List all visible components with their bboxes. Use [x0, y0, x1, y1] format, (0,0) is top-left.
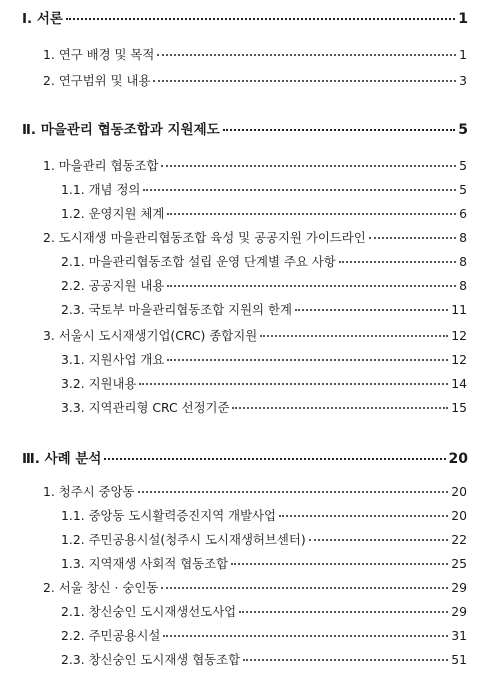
- toc-entry-title: 2.1. 창신숭인 도시재생선도사업: [61, 604, 237, 619]
- toc-subsection-entry[interactable]: [61, 534, 467, 546]
- toc-page-number: 5: [458, 122, 468, 138]
- dot-leader: [143, 189, 456, 191]
- dot-leader: [157, 54, 456, 56]
- toc-entry-title: 2.1. 마을관리협동조합 설립 운영 단계별 주요 사항: [61, 254, 336, 269]
- toc-entry-title: Ⅰ. 서론: [22, 11, 63, 27]
- toc-page-number: 1: [458, 11, 468, 27]
- toc-subsection-entry[interactable]: [61, 378, 467, 390]
- dot-leader: [163, 635, 448, 637]
- toc-section-entry[interactable]: [43, 582, 467, 594]
- toc-page-number: 12: [451, 352, 467, 367]
- toc-page-number: 15: [451, 400, 467, 415]
- dot-leader: [339, 261, 456, 263]
- dot-leader: [167, 359, 448, 361]
- toc-entry-title: 1.2. 운영지원 체계: [61, 206, 165, 221]
- toc-page-number: 22: [451, 532, 467, 547]
- toc-page-number: 20: [451, 508, 467, 523]
- toc-page-number: 12: [451, 328, 467, 343]
- toc-entry-title: 3.1. 지원사업 개요: [61, 352, 165, 367]
- dot-leader: [279, 515, 448, 517]
- toc-section-entry[interactable]: [43, 486, 467, 498]
- toc-entry-title: 1.2. 주민공용시설(청주시 도시재생허브센터): [61, 532, 306, 547]
- dot-leader: [231, 563, 448, 565]
- toc-entry-title: Ⅲ. 사례 분석: [22, 451, 102, 467]
- toc-entry-title: 2.3. 국토부 마을관리협동조합 지원의 한계: [61, 302, 292, 317]
- toc-subsection-entry[interactable]: [61, 304, 467, 316]
- toc-entry-title: 1.1. 중앙동 도시활력증진지역 개발사업: [61, 508, 276, 523]
- toc-page-number: 20: [451, 484, 467, 499]
- toc-entry-title: 3.3. 지역관리형 CRC 선정기준: [61, 400, 230, 415]
- dot-leader: [138, 491, 449, 493]
- toc-subsection-entry[interactable]: [61, 208, 467, 220]
- toc-entry-title: 1. 마을관리 협동조합: [43, 158, 159, 173]
- dot-leader: [239, 611, 448, 613]
- toc-entry-title: 1.3. 지역재생 사회적 협동조합: [61, 556, 229, 571]
- toc-entry-title: 2. 서울 창신 · 숭인동: [43, 580, 159, 595]
- toc-page-number: 8: [459, 254, 467, 269]
- toc-subsection-entry[interactable]: [61, 402, 467, 414]
- dot-leader: [161, 165, 456, 167]
- dot-leader: [295, 309, 448, 311]
- toc-page-number: 51: [451, 652, 467, 667]
- toc-page-number: 5: [459, 182, 467, 197]
- toc-chapter-heading[interactable]: [22, 12, 468, 27]
- toc-section-entry[interactable]: [43, 75, 467, 87]
- toc-entry-title: Ⅱ. 마을관리 협동조합과 지원제도: [22, 122, 220, 138]
- toc-subsection-entry[interactable]: [61, 558, 467, 570]
- dot-leader: [104, 458, 445, 460]
- toc-entry-title: 2.2. 공공지원 내용: [61, 278, 165, 293]
- dot-leader: [260, 335, 448, 337]
- toc-page-number: 8: [459, 278, 467, 293]
- dot-leader: [167, 213, 456, 215]
- dot-leader: [243, 659, 448, 661]
- toc-subsection-entry[interactable]: [61, 606, 467, 618]
- toc-page-number: 3: [459, 73, 467, 88]
- dot-leader: [223, 129, 456, 131]
- dot-leader: [309, 539, 449, 541]
- dot-leader: [369, 237, 456, 239]
- toc-section-entry[interactable]: [43, 330, 467, 342]
- toc-entry-title: 2.3. 창신숭인 도시재생 협동조합: [61, 652, 241, 667]
- dot-leader: [66, 18, 455, 20]
- toc-chapter-heading[interactable]: [22, 452, 468, 467]
- toc-page-number: 31: [451, 628, 467, 643]
- toc-page-number: 25: [451, 556, 467, 571]
- toc-subsection-entry[interactable]: [61, 280, 467, 292]
- toc-page-number: 6: [459, 206, 467, 221]
- toc-subsection-entry[interactable]: [61, 630, 467, 642]
- toc-entry-title: 1. 연구 배경 및 목적: [43, 47, 155, 62]
- toc-entry-title: 2. 도시재생 마을관리협동조합 육성 및 공공지원 가이드라인: [43, 230, 366, 245]
- toc-page-number: 8: [459, 230, 467, 245]
- toc-section-entry[interactable]: [43, 232, 467, 244]
- toc-entry-title: 1.1. 개념 정의: [61, 182, 141, 197]
- toc-chapter-heading[interactable]: [22, 123, 468, 138]
- dot-leader: [161, 587, 448, 589]
- toc-page-number: 5: [459, 158, 467, 173]
- toc-subsection-entry[interactable]: [61, 256, 467, 268]
- dot-leader: [153, 80, 456, 82]
- dot-leader: [167, 285, 456, 287]
- toc-section-entry[interactable]: [43, 49, 467, 61]
- toc-subsection-entry[interactable]: [61, 354, 467, 366]
- toc-page-number: 14: [451, 376, 467, 391]
- toc-subsection-entry[interactable]: [61, 184, 467, 196]
- toc-entry-title: 3. 서울시 도시재생기업(CRC) 종합지원: [43, 328, 258, 343]
- toc-page-number: 1: [459, 47, 467, 62]
- toc-page-number: 11: [451, 302, 467, 317]
- toc-page-number: 29: [451, 580, 467, 595]
- toc-entry-title: 1. 청주시 중앙동: [43, 484, 135, 499]
- toc-subsection-entry[interactable]: [61, 510, 467, 522]
- dot-leader: [232, 407, 448, 409]
- toc-entry-title: 2. 연구범위 및 내용: [43, 73, 151, 88]
- toc-entry-title: 2.2. 주민공용시설: [61, 628, 161, 643]
- toc-section-entry[interactable]: [43, 160, 467, 172]
- toc-page-number: 20: [448, 451, 468, 467]
- toc-page-number: 29: [451, 604, 467, 619]
- dot-leader: [139, 383, 448, 385]
- toc-entry-title: 3.2. 지원내용: [61, 376, 137, 391]
- toc-subsection-entry[interactable]: [61, 654, 467, 666]
